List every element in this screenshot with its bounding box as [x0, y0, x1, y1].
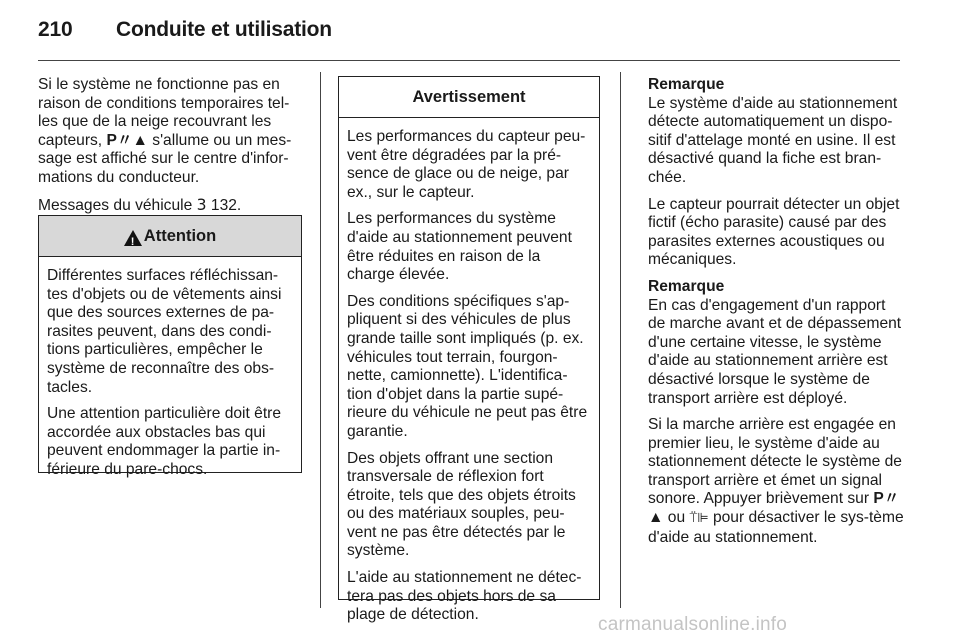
- attention-paragraph: Différentes surfaces réfléchissan-tes d'objets ou de vêtements ainsi que des sources externes de pa-rasites peuvent, dans des condi-tions particulières, empêcher le système de reconnaître des obs-tacles.: [47, 267, 282, 396]
- page-title: Conduite et utilisation: [116, 18, 332, 41]
- note-2: Remarque En cas d'engagement d'un rapport de marche avant et de dépassement d'une certaine vitesse, le système d'aide au stationnement arrière est désactivé lorsque le système de transport arrière est déployé.: [648, 278, 904, 408]
- parking-assist-icon: P〃▲: [106, 131, 148, 149]
- paragraph-vehicle-messages: Messages du véhicule 3 132.: [38, 195, 242, 214]
- page-header: [38, 18, 900, 42]
- cross-reference-arrow-icon: 3: [196, 195, 207, 214]
- warning-paragraph: Les performances du système d'aide au stationnement peuvent être réduites en raison de la charge élevée.: [347, 210, 572, 284]
- warning-box: [338, 76, 600, 624]
- parking-assist-icon: P〃▲: [648, 490, 900, 527]
- warning-paragraph: L'aide au stationnement ne détec-tera pas des objets hors de sa plage de détection.: [347, 569, 582, 624]
- paragraph-sensor-status: Si le système ne fonctionne pas en raison de conditions temporaires tel-les que de la neige recouvrant les capteurs, P〃▲ s'allume ou un mes-sage est affiché sur le centre d'infor-mations du conducteur.: [38, 76, 292, 186]
- warning-paragraph: Des objets offrant une section transversale de réflexion fort étroite, tels que des objets étroits ou des matériaux souples, peu-vent ne pas être détectés par le système.: [347, 449, 576, 560]
- attention-title: ! Attention: [39, 216, 301, 257]
- column-right: [648, 76, 904, 555]
- note-title: Remarque: [648, 277, 725, 295]
- attention-paragraph: Une attention particulière doit être accordée aux obstacles bas qui peuvent endommager la partie in-férieure du pare-chocs.: [47, 405, 282, 478]
- note-title: Remarque: [648, 76, 725, 93]
- trailer-parking-icon: ⍡⊫: [689, 511, 709, 527]
- column-divider-right: [620, 72, 621, 608]
- attention-box: [38, 215, 302, 478]
- cross-reference-link[interactable]: 132.: [210, 196, 242, 214]
- warning-title: Avertissement: [339, 77, 599, 118]
- page-number: 210: [38, 18, 73, 41]
- column-divider-left: [320, 72, 321, 608]
- warning-paragraph: Les performances du capteur peu-vent être dégradées par la pré-sence de glace ou de neige, par ex., sur le capteur.: [347, 128, 586, 201]
- header-rule: [38, 60, 900, 61]
- warning-triangle-icon: !: [124, 230, 142, 246]
- note-1: Remarque Le système d'aide au stationnement détecte automatiquement un dispo-sitif d'attelage monté en usine. Il est désactivé quand la fiche est bran-chée.: [648, 76, 904, 188]
- note-1-paragraph: Le capteur pourrait détecter un objet fictif (écho parasite) causé par des parasites externes acoustiques ou mécaniques.: [648, 195, 900, 269]
- warning-paragraph: Des conditions spécifiques s'ap-pliquent si des véhicules de plus grande taille sont impliqués (p. ex. véhicules tout terrain, fourgon-nette, camionnette). L'identifica-tion d'objet dans la partie supé-rieure du véhicule ne peut pas être garantie.: [347, 292, 588, 440]
- watermark: carmanualsonline.info: [598, 614, 788, 635]
- column-left: [38, 76, 302, 223]
- note-2-paragraph: Si la marche arrière est engagée en premier lieu, le système d'aide au stationnement détecte le système de transport arrière et émet un signal sonore. Appuyer brièvement sur P〃▲ ou ⍡⊫ pour désactiver le sys-tème d'aide au stationnement.: [648, 416, 904, 546]
